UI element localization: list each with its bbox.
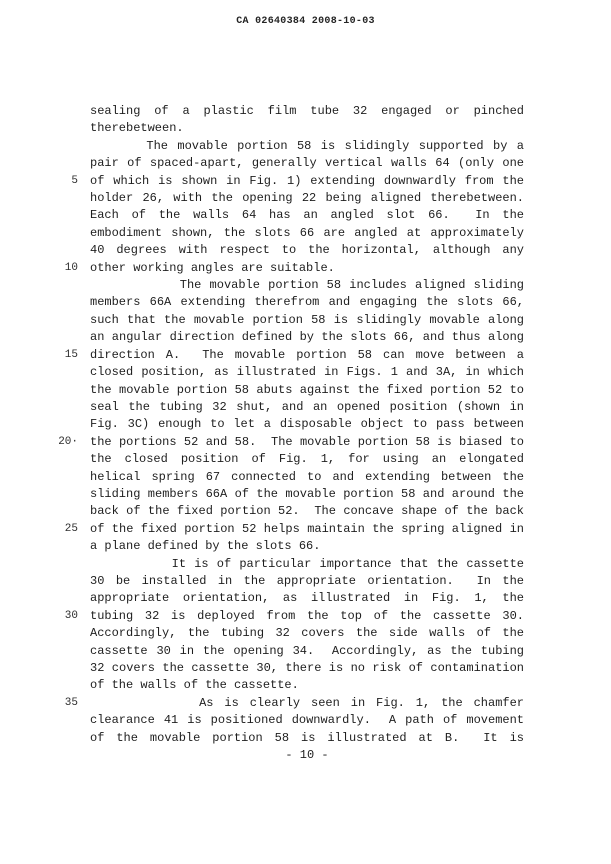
text-line-row (0, 573, 611, 590)
text-line: Accordingly, the tubing 32 covers the side walls of the (90, 626, 524, 641)
margin-line-number: 5 (71, 174, 78, 187)
text-line: 40 degrees with respect to the horizontal, although any (90, 243, 524, 258)
text-line-row (0, 608, 611, 625)
text-line-row (0, 190, 611, 207)
text-line-row (0, 712, 611, 729)
text-line-row (0, 730, 611, 747)
text-line: members 66A extending therefrom and engaging the slots 66, (90, 295, 524, 310)
text-line-row (0, 155, 611, 172)
margin-line-number: 10 (64, 261, 78, 274)
text-line: sliding members 66A of the movable portion 58 and around the (90, 486, 524, 501)
text-line: Fig. 3C) enough to let a disposable object to pass between (90, 417, 524, 432)
text-line: the portions 52 and 58. The movable portion 58 is biased to (90, 434, 524, 449)
text-line: The movable portion 58 is slidingly supported by a (90, 138, 524, 153)
text-line: of which is shown in Fig. 1) extending downwardly from the (90, 173, 524, 188)
text-line-row (0, 207, 611, 224)
text-line: appropriate orientation, as illustrated in Fig. 1, the (90, 591, 524, 606)
text-line: As is clearly seen in Fig. 1, the chamfer (90, 695, 525, 710)
page-number: - 10 - (285, 748, 329, 762)
text-line-row (0, 382, 611, 399)
text-line: the movable portion 58 abuts against the fixed portion 52 to (90, 382, 524, 397)
text-line-row (0, 434, 611, 451)
text-line-row (0, 643, 611, 660)
text-line: closed position, as illustrated in Figs. 1 and 3A, in which (90, 365, 524, 380)
text-line: an angular direction defined by the slots 66, and thus along (90, 330, 524, 345)
margin-line-number: 35 (64, 696, 78, 709)
text-line-row (0, 695, 611, 712)
text-line: of the walls of the cassette. (90, 678, 299, 693)
text-line: of the fixed portion 52 helps maintain the spring aligned in (90, 521, 524, 536)
text-line-row (0, 364, 611, 381)
text-line: direction A. The movable portion 58 can move between a (90, 347, 524, 362)
document-body (0, 103, 611, 747)
text-line: It is of particular importance that the cassette (90, 556, 525, 571)
text-line: therebetween. (90, 121, 184, 136)
text-line-row (0, 399, 611, 416)
text-line-row (0, 486, 611, 503)
text-line: 30 be installed in the appropriate orientation. In the (90, 573, 524, 588)
text-line-row (0, 503, 611, 520)
margin-line-number: 25 (64, 522, 78, 535)
text-line-row (0, 277, 611, 294)
text-line: the closed position of Fig. 1, for using an elongated (90, 452, 524, 467)
text-line-row (0, 120, 611, 137)
text-line-row (0, 416, 611, 433)
text-line: seal the tubing 32 shut, and an opened position (shown in (90, 399, 524, 414)
text-line: of the movable portion 58 is illustrated at B. It is (90, 730, 524, 745)
text-line-row (0, 242, 611, 259)
margin-line-number: 20· (58, 435, 78, 448)
text-line: 32 covers the cassette 30, there is no risk of contamination (90, 661, 524, 675)
text-line: sealing of a plastic film tube 32 engaged or pinched (90, 104, 524, 118)
text-line: pair of spaced-apart, generally vertical walls 64 (only one (90, 156, 524, 171)
text-line: holder 26, with the opening 22 being aligned therebetween. (90, 191, 524, 206)
text-line-row (0, 660, 611, 677)
text-line-row (0, 538, 611, 555)
text-line-row (0, 294, 611, 311)
text-line: a plane defined by the slots 66. (90, 539, 321, 554)
margin-line-number: 15 (64, 348, 78, 361)
text-line: embodiment shown, the slots 66 are angled at approximately (90, 225, 524, 240)
text-line: The movable portion 58 includes aligned sliding (90, 278, 524, 293)
text-line: tubing 32 is deployed from the top of the cassette 30. (90, 608, 524, 623)
text-line-row (0, 469, 611, 486)
text-line: clearance 41 is positioned downwardly. A path of movement (90, 713, 524, 728)
text-line: such that the movable portion 58 is slidingly movable along (90, 312, 524, 327)
text-line-row (0, 347, 611, 364)
text-line-row (0, 173, 611, 190)
text-line-row (0, 625, 611, 642)
text-line: back of the fixed portion 52. The concave shape of the back (90, 504, 524, 519)
text-line-row (0, 329, 611, 346)
margin-line-number: 30 (64, 609, 78, 622)
text-line-row (0, 677, 611, 694)
text-line-row (0, 103, 611, 120)
document-id-header: CA 02640384 2008-10-03 (236, 16, 375, 27)
text-line-row (0, 225, 611, 242)
text-line-row (0, 521, 611, 538)
text-line-row (0, 312, 611, 329)
text-line: cassette 30 in the opening 34. Accordingly, as the tubing (90, 643, 524, 658)
text-line: Each of the walls 64 has an angled slot 66. In the (90, 208, 524, 223)
text-line-row (0, 590, 611, 607)
text-line-row (0, 260, 611, 277)
text-line-row (0, 138, 611, 155)
text-line-row (0, 556, 611, 573)
text-line: helical spring 67 connected to and extending between the (90, 469, 524, 484)
text-line: other working angles are suitable. (90, 260, 335, 275)
text-line-row (0, 451, 611, 468)
